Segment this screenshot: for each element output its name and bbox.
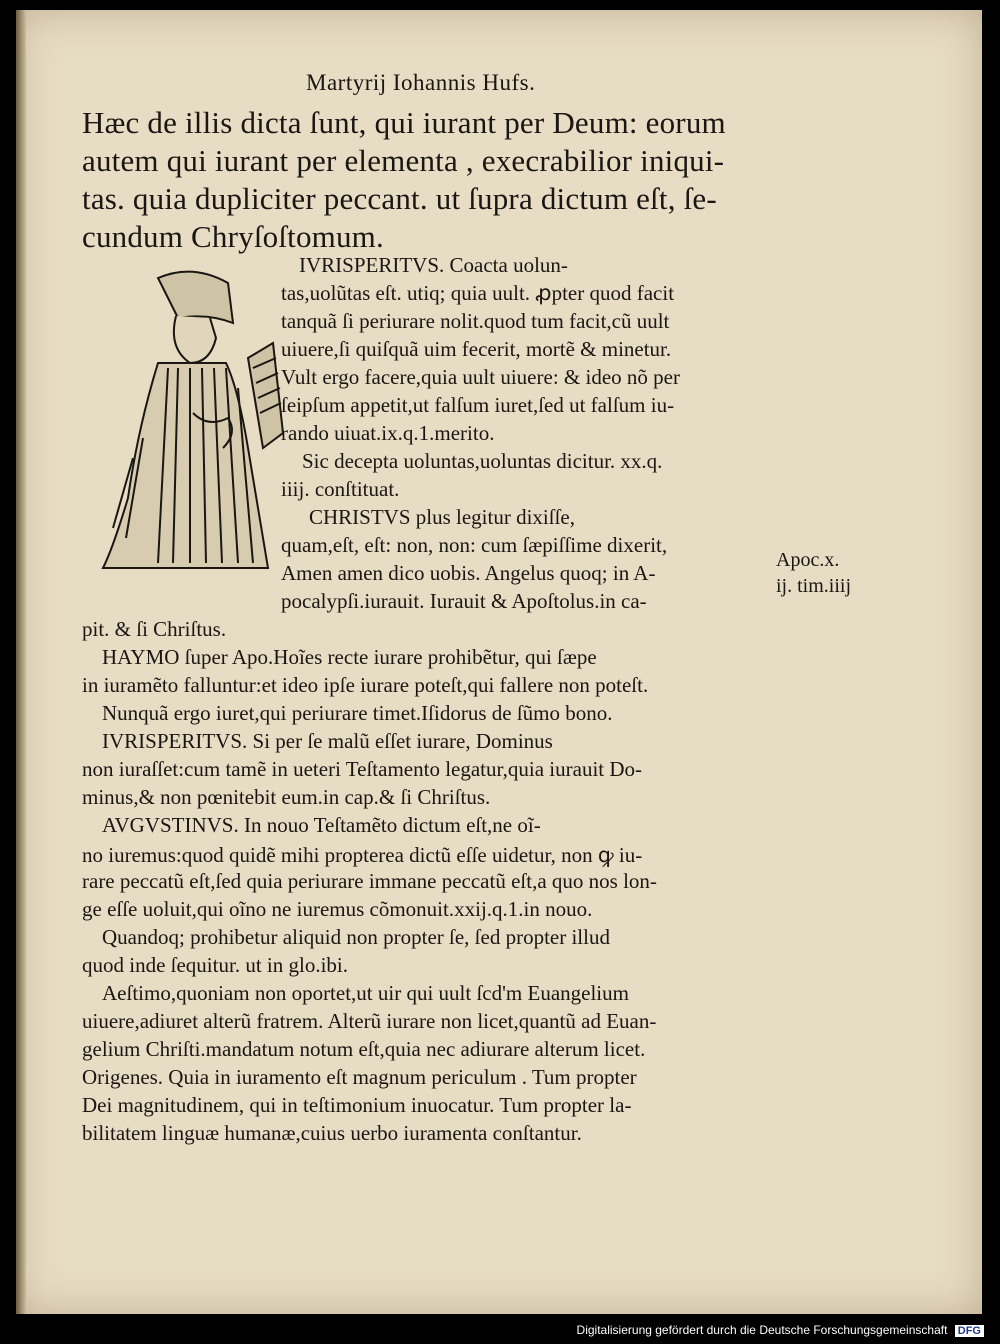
body-line: uiuere,adiuret alterũ fratrem. Alterũ iurare non licet,quantũ ad Euan- bbox=[82, 1009, 657, 1033]
woodcut-figure-image bbox=[98, 268, 288, 573]
page-binding-edge bbox=[16, 10, 26, 1314]
body-line: rando uiuat.ix.q.1.merito. bbox=[281, 421, 495, 445]
body-line: HAYMO ſuper Apo.Hoĩes recte iurare prohibẽtur, qui ſæpe bbox=[102, 645, 597, 669]
body-line: tas,uolũtas eſt. utiq; quia uult. ꝓpter quod facit bbox=[281, 281, 675, 305]
body-line: pit. & ſi Chriſtus. bbox=[82, 617, 227, 641]
body-line: CHRISTVS plus legitur dixiſſe, bbox=[309, 505, 576, 529]
body-line: minus,& non pœnitebit eum.in cap.& ſi Chriſtus. bbox=[82, 785, 491, 809]
body-line: non iuraſſet:cum tamẽ in ueteri Teſtamento legatur,quia iurauit Do- bbox=[82, 757, 643, 781]
body-line: Sic decepta uoluntas,uoluntas dicitur. xx.q. bbox=[302, 449, 663, 473]
body-line: IVRISPERITVS. Coacta uolun- bbox=[299, 253, 568, 277]
running-head: Martyrij Iohannis Hufs. bbox=[306, 70, 536, 95]
dfg-logo-icon: DFG bbox=[955, 1325, 984, 1337]
body-line: Aeſtimo,quoniam non oportet,ut uir qui uult ſcd'm Euangelium bbox=[102, 981, 629, 1005]
body-line: Quandoq; prohibetur aliquid non propter ſe, ſed propter illud bbox=[102, 925, 610, 949]
body-line: rare peccatũ eſt,ſed quia periurare immane peccatũ eſt,a quo nos lon- bbox=[82, 869, 657, 893]
body-line: tanquã ſi periurare nolit.quod tum facit,cũ uult bbox=[281, 309, 670, 333]
footer-bar bbox=[0, 1314, 1000, 1344]
body-line: bilitatem linguæ humanæ,cuius uerbo iuramenta conſtantur. bbox=[82, 1121, 582, 1145]
body-line: no iuremus:quod quidẽ mihi propterea dictũ eſſe uidetur, non ꝙ iu- bbox=[82, 843, 643, 867]
body-line: pocalypſi.iurauit. Iurauit & Apoſtolus.in ca- bbox=[281, 589, 647, 613]
body-line: quam,eſt, eſt: non, non: cum ſæpiſſime dixerit, bbox=[281, 533, 668, 557]
footer-credit bbox=[577, 1323, 984, 1337]
body-line: IVRISPERITVS. Si per ſe malũ eſſet iurare, Dominus bbox=[102, 729, 553, 753]
intro-line: Hæc de illis dicta ſunt, qui iurant per Deum: eorum bbox=[82, 105, 726, 140]
body-line: ge eſſe uoluit,qui oĩno ne iuremus cõmonuit.xxij.q.1.in nouo. bbox=[82, 897, 593, 921]
body-line: Amen amen dico uobis. Angelus quoq; in A- bbox=[281, 561, 656, 585]
body-line: Origenes. Quia in iuramento eſt magnum periculum . Tum propter bbox=[82, 1065, 637, 1089]
book-page bbox=[16, 10, 982, 1314]
marginal-note: ij. tim.iiij bbox=[776, 575, 852, 597]
body-line: uiuere,ſi quiſquã uim fecerit, mortẽ & minetur. bbox=[281, 337, 672, 361]
intro-line: tas. quia dupliciter peccant. ut ſupra dictum eſt, ſe- bbox=[82, 181, 717, 216]
body-line: iiij. conſtituat. bbox=[281, 477, 400, 501]
body-line: in iuramẽto falluntur:et ideo ipſe iurare poteſt,qui fallere non poteſt. bbox=[82, 673, 649, 697]
body-line: Vult ergo facere,quia uult uiuere: & ideo nõ per bbox=[281, 365, 680, 389]
body-line: Dei magnitudinem, qui in teſtimonium inuocatur. Tum propter la- bbox=[82, 1093, 632, 1117]
body-line: Nunquã ergo iuret,qui periurare timet.Iſidorus de ſũmo bono. bbox=[102, 701, 613, 725]
footer-credit-text: Digitalisierung gefördert durch die Deutsche Forschungsgemeinschaft bbox=[576, 1323, 948, 1337]
marginal-note: Apoc.x. bbox=[776, 549, 840, 571]
body-line: ſeipſum appetit,ut falſum iuret,ſed ut falſum iu- bbox=[281, 393, 675, 417]
body-line: gelium Chriſti.mandatum notum eſt,quia nec adiurare alterum licet. bbox=[82, 1037, 646, 1061]
body-line: AVGVSTINVS. In nouo Teſtamẽto dictum eſt,ne oĩ- bbox=[102, 813, 541, 837]
body-line: quod inde ſequitur. ut in glo.ibi. bbox=[82, 953, 348, 977]
intro-line: cundum Chryſoſtomum. bbox=[82, 219, 384, 254]
intro-line: autem qui iurant per elementa , execrabilior iniqui- bbox=[82, 143, 725, 178]
